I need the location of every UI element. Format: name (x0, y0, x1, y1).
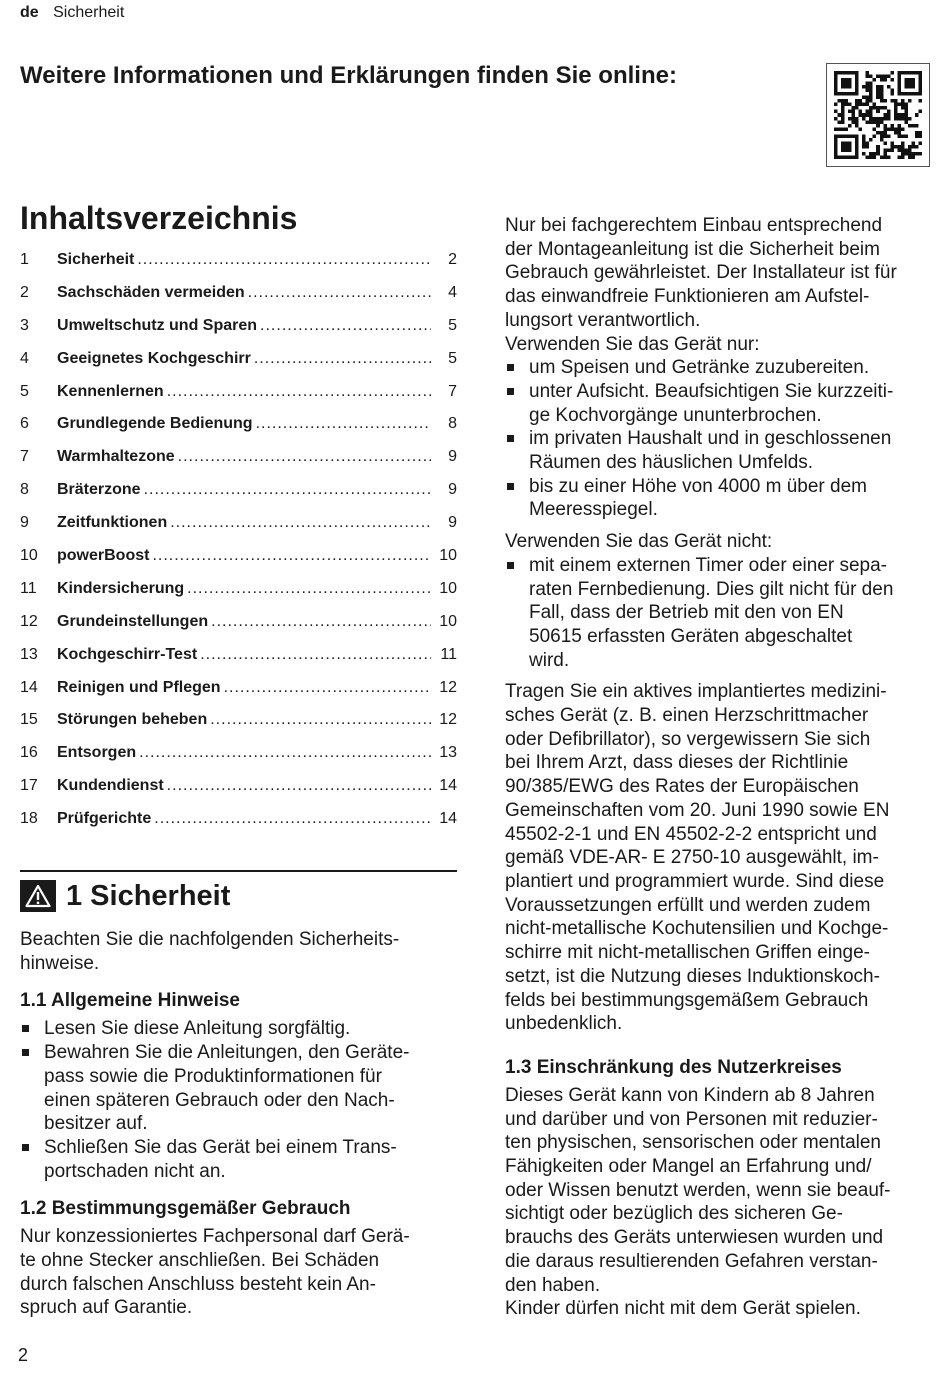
toc-entry-page: 10 (439, 579, 457, 597)
section-heading (20, 870, 457, 916)
toc-entry-number: 6 (20, 415, 29, 433)
list-item: im privaten Haushalt und in geschlossenen Räumen des häuslichen Umfelds. (505, 427, 940, 474)
toc-entry-number: 5 (20, 382, 29, 400)
toc-entry-page: 2 (448, 251, 457, 268)
toc-entry-page: 14 (439, 810, 457, 828)
list-item: mit einem externen Timer oder einer sepa- raten Fernbedienung. Dies gilt nicht für den Fall, dass der Betrieb mit den von EN 50615 erfassten Geräten abgeschaltet wird. (505, 554, 940, 673)
implant-paragraph: Tragen Sie ein aktives implantiertes medizini- sches Gerät (z. B. einen Herzschrittmacher oder Defibrillator), so vergewissern Sie sich bei Ihrem Arzt, dass dieses der Richtlinie 90/385/EWG des Rates der Europäischen Gemeinschaften vom 20. Juni 1990 sowie EN 45502-2-1 und EN 45502-2-2 entspricht und gemäß VDE-AR- E 2750-10 ausgewählt, im- plantiert und programmiert wurde. Sind diese Voraussetzungen erfüllt und werden zudem nicht-metallische Kochutensilien und Kochge- schirre mit nicht-metallischen Griffen einge- setzt, ist die Nutzung dieses Induktionskoch- felds bei bestimmungsgemäßem Gebrauch unbedenklich. (505, 681, 890, 1035)
warning-icon (20, 880, 56, 912)
toc-dot-leader (248, 284, 431, 302)
list-item: Lesen Sie diese Anleitung sorgfältig. (20, 1017, 457, 1041)
toc-entry-page: 14 (439, 777, 457, 795)
toc-entry-page: 8 (448, 415, 457, 433)
toc-entry[interactable] (20, 646, 457, 679)
toc-entry[interactable] (20, 547, 457, 580)
toc-dot-leader (256, 415, 431, 433)
toc-dot-leader (167, 777, 431, 795)
toc-entry-number: 4 (20, 349, 29, 367)
toc-entry-number: 3 (20, 316, 29, 334)
children-paragraph: Kinder dürfen nicht mit dem Gerät spielen. (505, 1298, 861, 1320)
toc-entry-title: Reinigen und Pflegen (57, 678, 221, 696)
toc-entry-page: 9 (448, 448, 457, 466)
toc-entry[interactable] (20, 448, 457, 481)
toc-entry-title: Geeignetes Kochgeschirr (57, 349, 251, 367)
header-section: Sicherheit (53, 4, 125, 21)
toc-dot-leader (200, 646, 431, 664)
qr-code[interactable] (826, 63, 930, 167)
subsection-heading-1-2: 1.2 Bestimmungsgemäßer Gebrauch (20, 1198, 351, 1220)
toc-entry-page: 4 (448, 283, 457, 301)
toc-entry-page: 13 (439, 744, 457, 762)
qr-code-icon (834, 71, 922, 159)
toc-entry-page: 5 (448, 349, 457, 367)
right-column (505, 214, 940, 1321)
toc-dot-leader (152, 547, 431, 565)
toc-entry[interactable] (20, 711, 457, 744)
toc-title: Inhaltsverzeichnis (20, 200, 298, 236)
toc-dot-leader (187, 580, 431, 598)
toc-entry-page: 10 (439, 547, 457, 565)
toc-entry-title: Prüfgerichte (57, 810, 152, 828)
toc-entry-number: 8 (20, 481, 29, 499)
toc-entry[interactable] (20, 514, 457, 547)
page-number: 2 (18, 1345, 29, 1365)
online-info-title: Weitere Informationen und Erklärungen finden Sie online: (20, 62, 677, 89)
toc-entry[interactable] (20, 415, 457, 448)
toc-entry-title: Grundlegende Bedienung (57, 415, 253, 433)
toc-dot-leader (224, 679, 431, 697)
list-item: Schließen Sie das Gerät bei einem Trans- portschaden nicht an. (20, 1136, 457, 1183)
toc-entry-number: 7 (20, 448, 29, 466)
toc-entry-title: Umweltschutz und Sparen (57, 316, 258, 334)
list-item: bis zu einer Höhe von 4000 m über dem Meeresspiegel. (505, 475, 940, 522)
toc-entry-title: Sachschäden vermeiden (57, 283, 245, 301)
toc-entry-title: Kochgeschirr-Test (57, 645, 198, 663)
toc-entry-page: 12 (439, 678, 457, 696)
installation-paragraph: Nur konzessioniertes Fachpersonal darf Gerä- te ohne Stecker anschließen. Bei Schäden durch falschen Anschluss besteht kein An- spruch auf Garantie. (20, 1226, 410, 1319)
subsection-heading-1-1: 1.1 Allgemeine Hinweise (20, 990, 240, 1012)
toc-dot-leader (178, 448, 431, 466)
toc-entry-title: Grundeinstellungen (57, 612, 209, 630)
toc-dot-leader (167, 383, 431, 401)
general-notes-list (20, 1017, 457, 1183)
left-column (20, 200, 457, 1320)
installer-paragraph: Nur bei fachgerechtem Einbau entsprechend der Montageanleitung ist die Sicherheit beim Gebrauch gewährleistet. Der Installateur ist für das einwandfreie Funktionieren am Aufstel- lungsort verantwortlich. (505, 215, 897, 331)
toc-list (20, 251, 457, 843)
toc-entry-title: Sicherheit (57, 251, 135, 268)
toc-entry-page: 11 (440, 645, 457, 663)
toc-entry-page: 5 (448, 316, 457, 334)
toc-entry[interactable] (20, 317, 457, 350)
list-item: unter Aufsicht. Beaufsichtigen Sie kurzzeiti- ge Kochvorgänge ununterbrochen. (505, 380, 940, 427)
toc-entry-number: 15 (20, 711, 38, 729)
toc-entry-title: Kundendienst (57, 777, 164, 795)
toc-entry-number: 12 (20, 612, 38, 630)
toc-entry[interactable] (20, 744, 457, 777)
toc-entry-title: Zeitfunktionen (57, 514, 168, 532)
use-intro: Verwenden Sie das Gerät nur: (505, 333, 760, 355)
toc-entry[interactable] (20, 251, 457, 284)
toc-entry[interactable] (20, 580, 457, 613)
toc-entry-number: 11 (20, 579, 37, 597)
toc-entry-title: Kennenlernen (57, 382, 164, 400)
list-item: Bewahren Sie die Anleitungen, den Geräte- pass sowie die Produktinformationen für einen späteren Gebrauch oder den Nach- besitzer auf. (20, 1041, 457, 1136)
toc-entry-page: 9 (448, 514, 457, 532)
toc-entry-title: Warmhaltezone (57, 448, 175, 466)
subsection-heading-1-3: 1.3 Einschränkung des Nutzerkreises (505, 1056, 842, 1078)
section-lead: Beachten Sie die nachfolgenden Sicherheits- hinweise. (20, 929, 400, 974)
toc-entry[interactable] (20, 613, 457, 646)
toc-dot-leader (170, 514, 431, 532)
toc-entry-title: Entsorgen (57, 744, 137, 762)
prohibited-use-list (505, 554, 940, 673)
section-title: 1 Sicherheit (66, 879, 231, 912)
language-code: de (20, 4, 39, 21)
toc-entry-number: 13 (20, 645, 38, 663)
toc-entry[interactable] (20, 284, 457, 317)
toc-entry-page: 10 (439, 612, 457, 630)
toc-dot-leader (211, 613, 431, 631)
toc-entry-title: powerBoost (57, 547, 150, 565)
page-header (20, 4, 124, 22)
toc-dot-leader (139, 744, 431, 762)
toc-entry-number: 9 (20, 514, 29, 532)
toc-entry[interactable] (20, 777, 457, 810)
toc-entry-title: Kindersicherung (57, 579, 185, 597)
not-use-intro: Verwenden Sie das Gerät nicht: (505, 531, 773, 553)
toc-entry-number: 16 (20, 744, 38, 762)
toc-dot-leader (154, 810, 431, 828)
toc-entry-page: 7 (448, 382, 457, 400)
list-item: um Speisen und Getränke zuzubereiten. (505, 356, 940, 380)
toc-entry-number: 17 (20, 777, 38, 795)
toc-entry-number: 18 (20, 810, 38, 828)
toc-dot-leader (260, 317, 431, 335)
toc-dot-leader (144, 481, 431, 499)
toc-entry[interactable] (20, 481, 457, 514)
permitted-use-list (505, 356, 940, 522)
toc-dot-leader (137, 251, 431, 269)
toc-entry-title: Störungen beheben (57, 711, 208, 729)
toc-entry-number: 10 (20, 547, 38, 565)
toc-entry-number: 14 (20, 678, 38, 696)
toc-entry[interactable] (20, 810, 457, 843)
user-group-paragraph: Dieses Gerät kann von Kindern ab 8 Jahren und darüber und von Personen mit reduzier- ten physischen, sensorischen oder mentalen Fähigkeiten oder Mangel an Erfahrung und/ oder Wissen benutzt werden, wenn sie beauf- sichtigt oder bezüglich des sicheren Ge- brauchs des Geräts unterwiesen wurden und die daraus resultierenden Gefahren verstan- den haben. (505, 1084, 891, 1296)
toc-entry[interactable] (20, 383, 457, 416)
toc-entry[interactable] (20, 350, 457, 383)
toc-entry-number: 1 (20, 251, 29, 268)
toc-dot-leader (210, 711, 431, 729)
toc-dot-leader (254, 350, 431, 368)
toc-entry[interactable] (20, 679, 457, 712)
toc-entry-title: Bräterzone (57, 481, 141, 499)
toc-entry-page: 9 (448, 481, 457, 499)
toc-entry-page: 12 (439, 711, 457, 729)
toc-entry-number: 2 (20, 283, 29, 301)
